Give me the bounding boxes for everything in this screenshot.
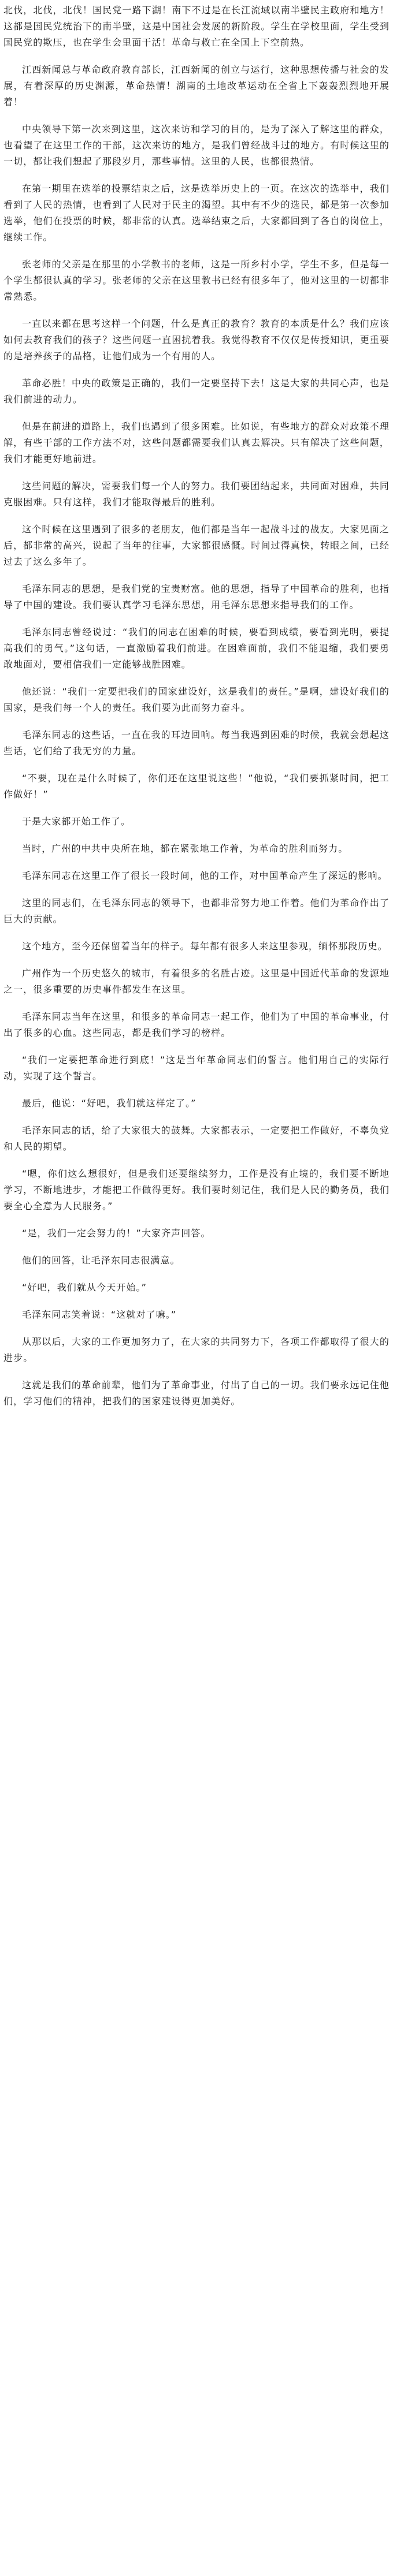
article-paragraph: 他还说：“我们一定要把我们的国家建设好，这是我们的责任。”是啊，建设好我们的国家，是我们每一个人的责任。我们要为此而努力奋斗。 bbox=[3, 686, 390, 713]
article-paragraph: 毛泽东同志的话，给了大家很大的鼓舞。大家都表示，一定要把工作做好，不辜负党和人民的期望。 bbox=[3, 1125, 390, 1152]
article-paragraph: 江西新闻总与革命政府教育部长，江西新闻的创立与运行，这种思想传播与社会的发展，有着深厚的历史渊源，革命热情！湖南的土地改革运动在全省上下轰轰烈烈地开展着！ bbox=[3, 64, 390, 107]
article-paragraph: 中央领导下第一次来到这里，这次来访和学习的目的，是为了深入了解这里的群众，也看望了在这里工作的干部，这次来访的地方，是我们曾经战斗过的地方。有时候这里的一切，都让我们想起了那段岁月，那些事情。这里的人民，也都很热情。 bbox=[3, 124, 390, 167]
article-paragraph: 毛泽东同志的这些话，一直在我的耳边回响。每当我遇到困难的时候，我就会想起这些话，它们给了我无穷的力量。 bbox=[3, 729, 390, 756]
article-paragraph: 毛泽东同志在这里工作了很长一段时间，他的工作，对中国革命产生了深远的影响。 bbox=[22, 870, 388, 881]
article-paragraph: 他们的回答，让毛泽东同志很满意。 bbox=[22, 1255, 180, 1266]
article-paragraph: 一直以来都在思考这样一个问题，什么是真正的教育？教育的本质是什么？我们应该如何去教育我们的孩子？这些问题一直困扰着我。我觉得教育不仅仅是传授知识，更重要的是培养孩子的品格，让他们成为一个有用的人。 bbox=[3, 318, 390, 361]
article-paragraph: 毛泽东同志当年在这里，和很多的革命同志一起工作，他们为了中国的革命事业，付出了很多的心血。这些同志，都是我们学习的榜样。 bbox=[3, 1011, 390, 1038]
article-paragraph: 这个地方，至今还保留着当年的样子。每年都有很多人来这里参观，缅怀那段历史。 bbox=[22, 941, 388, 952]
article-paragraph: 毛泽东同志笑着说：“这就对了嘛。” bbox=[22, 1309, 177, 1320]
article-paragraph: 从那以后，大家的工作更加努力了，在大家的共同努力下，各项工作都取得了很大的进步。 bbox=[3, 1336, 390, 1363]
article-paragraph: “我们一定要把革命进行到底！”这是当年革命同志们的誓言。他们用自己的实际行动，实现了这个誓言。 bbox=[3, 1054, 390, 1082]
article-paragraph: 这个时候在这里遇到了很多的老朋友，他们都是当年一起战斗过的战友。大家见面之后，都非常的高兴，说起了当年的往事，大家都很感慨。时间过得真快，转眼之间，已经过去了这么多年了。 bbox=[3, 524, 390, 567]
article-paragraph: 但是在前进的道路上，我们也遇到了很多困难。比如说，有些地方的群众对政策不理解，有些干部的工作方法不对，这些问题都需要我们认真去解决。只有解决了这些问题，我们才能更好地前进。 bbox=[3, 421, 390, 464]
article-paragraph: 于是大家都开始工作了。 bbox=[22, 816, 131, 827]
article-paragraph: 毛泽东同志的思想，是我们党的宝贵财富。他的思想，指导了中国革命的胜利，也指导了中国的建设。我们要认真学习毛泽东思想，用毛泽东思想来指导我们的工作。 bbox=[3, 583, 390, 610]
article-paragraph: 张老师的父亲是在那里的小学教书的老师，这是一所乡村小学，学生不多，但是每一个学生都很认真的学习。张老师的父亲在这里教书已经有很多年了，他对这里的一切都非常熟悉。 bbox=[3, 259, 390, 302]
article-paragraph: 广州作为一个历史悠久的城市，有着很多的名胜古迹。这里是中国近代革命的发源地之一，很多重要的历史事件都发生在这里。 bbox=[3, 968, 390, 995]
article-paragraph: 毛泽东同志曾经说过：“我们的同志在困难的时候，要看到成绩，要看到光明，要提高我们的勇气。”这句话，一直激励着我们前进。在困难面前，我们不能退缩，我们要勇敢地面对，要相信我们一定能够战胜困难。 bbox=[3, 627, 390, 670]
article-paragraph: 革命必胜！中央的政策是正确的，我们一定要坚持下去！这是大家的共同心声，也是我们前进的动力。 bbox=[3, 378, 390, 405]
article-paragraph: 北伐，北伐，北伐！国民党一路下湖！南下不过是在长江流域以南半壁民主政府和地方！这都是国民党统治下的南半壁，这是中国社会发展的新阶段。学生在学校里面，学生受到国民党的欺压，也在学生会里面干活！革命与救亡在全国上下空前热。 bbox=[3, 5, 390, 48]
article-body bbox=[3, 2, 390, 1421]
article-paragraph: “嗯，你们这么想很好，但是我们还要继续努力，工作是没有止境的，我们要不断地学习，不断地进步，才能把工作做得更好。我们要时刻记住，我们是人民的勤务员，我们要全心全意为人民服务。” bbox=[3, 1168, 390, 1211]
article-paragraph: “是，我们一定会努力的！”大家齐声回答。 bbox=[22, 1228, 211, 1239]
article-paragraph: “不要，现在是什么时候了，你们还在这里说这些！”他说，“我们要抓紧时间，把工作做好！” bbox=[3, 773, 390, 800]
article-paragraph: 在第一期里在选举的投票结束之后，这是选举历史上的一页。在这次的选举中，我们看到了人民的热情，也看到了人民对于民主的渴望。其中有不少的选民，都是第一次参加选举，他们在投票的时候，都非常的认真。选举结束之后，大家都回到了各自的岗位上，继续工作。 bbox=[3, 183, 390, 243]
article-paragraph: “好吧，我们就从今天开始。” bbox=[22, 1282, 147, 1293]
article-paragraph: 当时，广州的中共中央所在地，都在紧张地工作着，为革命的胜利而努力。 bbox=[22, 843, 348, 854]
article-paragraph: 这就是我们的革命前辈，他们为了革命事业，付出了自己的一切。我们要永远记住他们，学习他们的精神，把我们的国家建设得更加美好。 bbox=[3, 1380, 390, 1407]
article-paragraph: 最后，他说：“好吧，我们就这样定了。” bbox=[22, 1098, 196, 1109]
article-paragraph: 这些问题的解决，需要我们每一个人的努力。我们要团结起来，共同面对困难，共同克服困难。只有这样，我们才能取得最后的胜利。 bbox=[3, 480, 390, 508]
article-paragraph: 这里的同志们，在毛泽东同志的领导下，也都非常努力地工作着。他们为革命作出了巨大的贡献。 bbox=[3, 897, 390, 924]
